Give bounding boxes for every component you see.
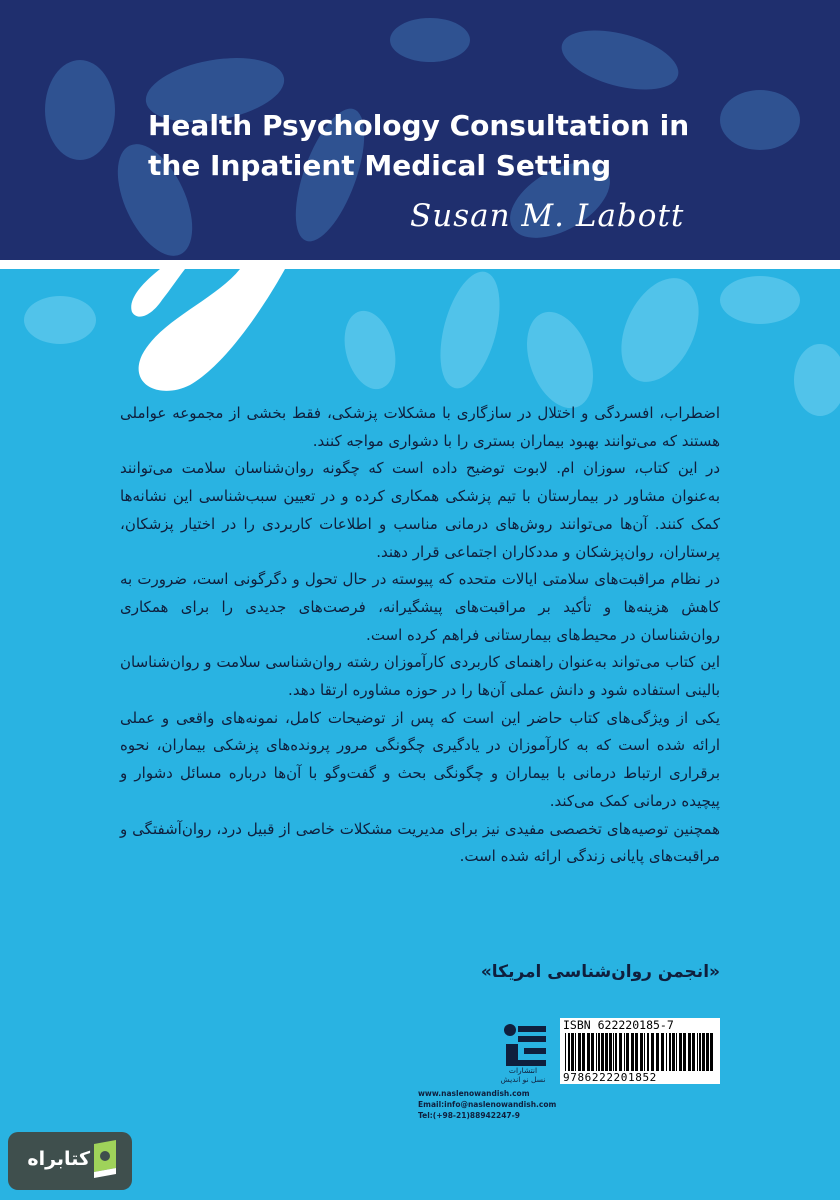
barcode-bar: [619, 1033, 622, 1071]
ketabrah-label: کتابراه: [27, 1148, 90, 1170]
barcode-bar: [688, 1033, 691, 1071]
publisher-contact: [418, 1088, 558, 1121]
book-title: [148, 106, 708, 186]
barcode-bar: [613, 1033, 614, 1071]
barcode-bar: [587, 1033, 590, 1071]
barcode-bar: [635, 1033, 638, 1071]
endorsement-source: «انجمن روان‌شناسی امریکا»: [480, 962, 720, 982]
publisher-name: [492, 1066, 554, 1084]
publisher-logo-icon: [498, 1020, 550, 1066]
blurb-paragraph: همچنین توصیه‌های تخصصی مفیدی نیز برای مدیریت مشکلات خاصی از قبیل درد، روان‌آشفتگی و مراقبت‌های پایانی زندگی ارائه شده است.: [120, 819, 720, 866]
publisher-email: Email:info@naslenowandish.com: [418, 1100, 557, 1109]
barcode-bar: [601, 1033, 604, 1071]
barcode-bar: [656, 1033, 659, 1071]
blurb-paragraph: یکی از ویژگی‌های کتاب حاضر این است که پس از توضیحات کامل، نمونه‌های واقعی و عملی ارائه شده است که به کارآموزان در یادگیری چگونگی مرور پرونده‌های پزشکی بیماران، نحوه برقراری ارتباط درمانی با بیماران و چگونگی بحث و گفت‌وگو با آن‌ها درباره مسائل دشوار و پیچیده درمانی کمک می‌کند.: [120, 708, 720, 810]
book-title-line-1: Health Psychology Consultation in: [148, 109, 690, 142]
author-name: Susan M. Labott: [410, 198, 685, 234]
barcode-bar: [575, 1033, 576, 1071]
barcode-bar: [568, 1033, 570, 1071]
blurb-paragraph: اضطراب، افسردگی و اختلال در سازگاری با مشکلات پزشکی، فقط بخشی از مجموعه عواملی هستند که می‌توانند بهبود بیماران بستری را با دشواری مواجه کنند.: [120, 404, 720, 450]
barcode-bar: [672, 1033, 675, 1071]
barcode-bar: [683, 1033, 686, 1071]
barcode-bar: [615, 1033, 617, 1071]
barcode-bar: [651, 1033, 654, 1071]
barcode-bar: [631, 1033, 634, 1071]
publisher-name-line-2: نسل نو اندیش: [500, 1075, 546, 1084]
barcode-bar: [710, 1033, 713, 1071]
publisher-phone: Tel:(+98-21)88942247-9: [418, 1111, 520, 1120]
barcode-bar: [565, 1033, 566, 1071]
barcode-bar: [624, 1033, 625, 1071]
barcode-bar: [692, 1033, 695, 1071]
barcode-bar: [666, 1033, 667, 1071]
ketabrah-logo-icon: [90, 1138, 120, 1180]
barcode-bar: [571, 1033, 574, 1071]
barcode-bar: [699, 1033, 701, 1071]
blurb-paragraph: این کتاب می‌تواند به‌عنوان راهنمای کاربردی کارآموزان رشته روان‌شناسی سلامت و روان‌شناسان بالینی استفاده شود و دانش عملی آن‌ها را در حوزه مشاوره ارتقا دهد.: [120, 653, 720, 700]
blurb-text: [120, 400, 720, 871]
barcode-bar: [644, 1033, 645, 1071]
barcode-bar: [578, 1033, 581, 1071]
book-title-line-2: the Inpatient Medical Setting: [148, 149, 612, 182]
barcode-bar: [706, 1033, 709, 1071]
barcode-bars: [563, 1033, 717, 1071]
isbn-label: ISBN 622220185-7: [563, 1018, 674, 1032]
barcode-bar: [647, 1033, 649, 1071]
barcode-bar: [702, 1033, 705, 1071]
barcode-bar: [697, 1033, 698, 1071]
barcode-bar: [669, 1033, 671, 1071]
barcode-bar: [605, 1033, 608, 1071]
barcode-bar: [596, 1033, 597, 1071]
barcode-bar: [626, 1033, 629, 1071]
barcode-bar: [591, 1033, 594, 1071]
barcode-bar: [676, 1033, 677, 1071]
barcode-bar: [640, 1033, 643, 1071]
barcode-bar: [582, 1033, 585, 1071]
publisher-website: www.naslenowandish.com: [418, 1089, 530, 1098]
barcode-number: 9786222201852: [563, 1071, 657, 1084]
barcode-bar: [679, 1033, 682, 1071]
barcode-bar: [598, 1033, 600, 1071]
blurb-paragraph: در این کتاب، سوزان ام. لابوت توضیح داده است که چگونه روان‌شناسان سلامت می‌توانند به‌عنوان مشاور در بیمارستان با تیم پزشکی همکاری کرده و در تعیین سبب‌شناسی این نشانه‌ها کمک کنند. آن‌ها می‌توانند روش‌های درمانی مناسب و اطلاعات کاربردی را در اختیار پزشکان، پرستاران، روان‌پزشکان و مددکاران اجتماعی قرار دهند.: [120, 459, 720, 561]
barcode-bar: [661, 1033, 664, 1071]
blurb-paragraph: در نظام مراقبت‌های سلامتی ایالات متحده که پیوسته در حال تحول و دگرگونی است، ضرورت به کاهش هزینه‌ها و تأکید بر مراقبت‌های پیشگیرانه، فرصت‌های جدیدی را برای همکاری روان‌شناسان در محیط‌های بیمارستانی فراهم کرده است.: [120, 570, 720, 644]
publisher-name-line-1: انتشارات: [508, 1066, 538, 1075]
barcode-bar: [609, 1033, 612, 1071]
